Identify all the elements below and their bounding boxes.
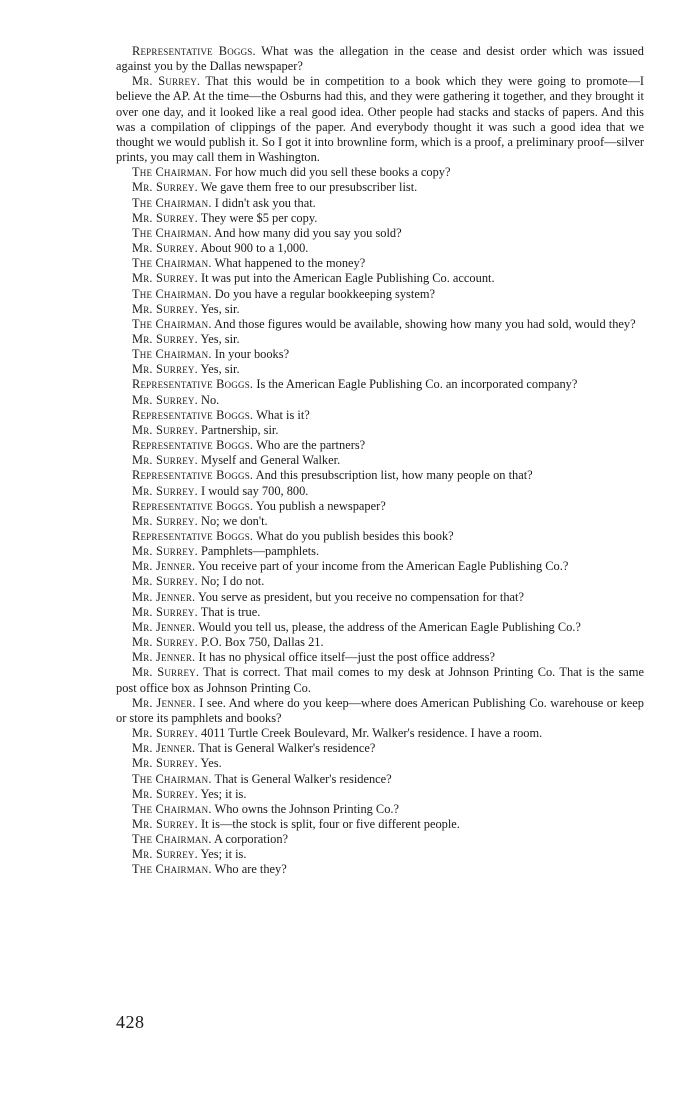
speech-text: No; we don't. (197, 513, 268, 528)
speech-text: What do you publish besides this book? (253, 529, 454, 543)
speech-text: It was put into the American Eagle Publishing Co. account. (197, 271, 495, 286)
speech-text: Pamphlets—pamphlets. (197, 544, 320, 559)
speaker-name: Mr. Surrey. (132, 847, 198, 862)
speaker-name: Mr. Surrey. (132, 331, 198, 346)
speaker-name: Mr. Surrey. (132, 74, 201, 89)
transcript-paragraph (116, 211, 644, 226)
speech-text: 4011 Turtle Creek Boulevard, Mr. Walker's residence. I have a room. (197, 726, 543, 741)
speaker-name: Mr. Jenner. (132, 695, 196, 710)
transcript-paragraph (116, 44, 644, 74)
speech-text: No; I do not. (197, 574, 265, 589)
speech-text: Who owns the Johnson Printing Co.? (211, 801, 399, 816)
testimony-transcript (116, 44, 644, 878)
transcript-paragraph (116, 559, 644, 574)
speaker-name: Mr. Surrey. (132, 756, 198, 771)
speaker-name: Representative Boggs. (132, 529, 254, 543)
speaker-name: Mr. Surrey. (132, 241, 198, 256)
speech-text: Myself and General Walker. (197, 453, 341, 468)
transcript-paragraph (116, 196, 644, 211)
speaker-name: Mr. Surrey. (132, 786, 198, 801)
speaker-name: Mr. Surrey. (132, 301, 198, 316)
transcript-paragraph (116, 620, 644, 635)
speaker-name: The Chairman. (132, 256, 212, 271)
transcript-paragraph (116, 438, 644, 453)
speaker-name: Mr. Jenner. (132, 741, 196, 756)
speaker-name: Mr. Surrey. (132, 816, 198, 831)
speaker-name: Mr. Surrey. (132, 362, 198, 377)
speaker-name: The Chairman. (132, 286, 212, 301)
speech-text: And this presubscription list, how many people on that? (253, 468, 533, 483)
speech-text: Yes; it is. (197, 847, 247, 862)
speech-text: And those figures would be available, showing how many you had sold, would they? (211, 316, 636, 331)
speech-text: You receive part of your income from the American Eagle Publishing Co.? (195, 559, 569, 574)
speaker-name: Mr. Jenner. (132, 619, 196, 634)
transcript-paragraph (116, 484, 644, 499)
speech-text: I see. And where do you keep—where does American Publishing Co. warehouse or keep or store its pamphlets and books? (116, 695, 644, 725)
speaker-name: Mr. Surrey. (132, 392, 198, 407)
speech-text: Would you tell us, please, the address of the American Eagle Publishing Co.? (195, 619, 581, 634)
speech-text: I would say 700, 800. (197, 483, 309, 498)
transcript-paragraph (116, 741, 644, 756)
speech-text: It has no physical office itself—just the post office address? (195, 650, 495, 665)
speaker-name: Mr. Surrey. (132, 604, 198, 619)
page-number: 428 (116, 1012, 145, 1032)
speaker-name: The Chairman. (132, 771, 212, 786)
transcript-paragraph (116, 650, 644, 665)
speaker-name: Representative Boggs. (132, 407, 254, 422)
speech-text: And how many did you say you sold? (211, 225, 402, 240)
transcript-paragraph (116, 726, 644, 741)
transcript-paragraph (116, 408, 644, 423)
speech-text: Yes, sir. (197, 301, 240, 316)
speech-text: You publish a newspaper? (253, 498, 386, 513)
speaker-name: Mr. Surrey. (132, 544, 198, 559)
speech-text: What was the allegation in the cease and desist order which was issued against you by the Dallas newspaper? (116, 44, 644, 74)
transcript-paragraph (116, 453, 644, 468)
speech-text: Is the American Eagle Publishing Co. an incorporated company? (253, 377, 578, 392)
speech-text: No. (197, 392, 220, 407)
speech-text: In your books? (211, 347, 290, 362)
speaker-name: Representative Boggs. (132, 438, 254, 453)
transcript-paragraph (116, 514, 644, 529)
speaker-name: Mr. Surrey. (132, 271, 198, 286)
transcript-paragraph (116, 847, 644, 862)
speech-text: That is true. (197, 604, 261, 619)
transcript-paragraph (116, 468, 644, 483)
speaker-name: The Chairman. (132, 862, 212, 877)
transcript-paragraph (116, 605, 644, 620)
transcript-paragraph (116, 574, 644, 589)
transcript-paragraph (116, 817, 644, 832)
transcript-paragraph (116, 241, 644, 256)
speaker-name: The Chairman. (132, 225, 212, 240)
transcript-paragraph (116, 787, 644, 802)
transcript-paragraph (116, 499, 644, 514)
transcript-paragraph (116, 756, 644, 771)
speech-text: That is General Walker's residence? (211, 771, 392, 786)
speaker-name: The Chairman. (132, 801, 212, 816)
transcript-paragraph (116, 226, 644, 241)
speaker-name: Mr. Surrey. (132, 513, 198, 528)
speaker-name: Mr. Jenner. (132, 589, 196, 604)
speaker-name: The Chairman. (132, 347, 212, 362)
speech-text: I didn't ask you that. (211, 195, 316, 210)
transcript-paragraph (116, 287, 644, 302)
speaker-name: Mr. Surrey. (132, 483, 198, 498)
speaker-name: Representative Boggs. (132, 377, 254, 392)
speaker-name: Representative Boggs. (132, 468, 254, 483)
speech-text: Yes, sir. (197, 362, 240, 377)
speaker-name: Mr. Surrey. (132, 422, 198, 437)
speech-text: Yes, sir. (197, 331, 240, 346)
transcript-paragraph (116, 317, 644, 332)
speaker-name: Mr. Surrey. (132, 726, 198, 741)
transcript-paragraph (116, 862, 644, 877)
transcript-paragraph (116, 772, 644, 787)
speech-text: That is correct. That mail comes to my desk at Johnson Printing Co. That is the same post office box as Johnson Printing Co. (116, 665, 644, 695)
speech-text: For how much did you sell these books a copy? (211, 165, 451, 180)
transcript-paragraph (116, 544, 644, 559)
speaker-name: Mr. Surrey. (132, 574, 198, 589)
transcript-paragraph (116, 362, 644, 377)
speaker-name: The Chairman. (132, 195, 212, 210)
transcript-paragraph (116, 302, 644, 317)
speech-text: That is General Walker's residence? (195, 741, 376, 756)
speech-text: About 900 to a 1,000. (197, 241, 309, 256)
speaker-name: Mr. Surrey. (132, 453, 198, 468)
speaker-name: Mr. Jenner. (132, 559, 196, 574)
speaker-name: Mr. Jenner. (132, 650, 196, 665)
transcript-paragraph (116, 696, 644, 726)
speaker-name: Mr. Surrey. (132, 635, 198, 650)
transcript-paragraph (116, 665, 644, 695)
speaker-name: Mr. Surrey. (132, 180, 198, 195)
transcript-paragraph (116, 832, 644, 847)
speech-text: Partnership, sir. (197, 422, 279, 437)
transcript-paragraph (116, 377, 644, 392)
speech-text: P.O. Box 750, Dallas 21. (197, 635, 324, 650)
speech-text: We gave them free to our presubscriber list. (197, 180, 418, 195)
speech-text: Yes. (197, 756, 222, 771)
speech-text: Yes; it is. (197, 786, 247, 801)
speech-text: You serve as president, but you receive no compensation for that? (195, 589, 524, 604)
speech-text: What is it? (253, 407, 310, 422)
transcript-paragraph (116, 347, 644, 362)
speaker-name: The Chairman. (132, 316, 212, 331)
speech-text: They were $5 per copy. (197, 210, 318, 225)
transcript-paragraph (116, 529, 644, 544)
transcript-paragraph (116, 180, 644, 195)
transcript-paragraph (116, 332, 644, 347)
transcript-paragraph (116, 271, 644, 286)
transcript-paragraph (116, 802, 644, 817)
speaker-name: The Chairman. (132, 165, 212, 180)
transcript-paragraph (116, 423, 644, 438)
speaker-name: The Chairman. (132, 832, 212, 847)
speaker-name: Representative Boggs. (132, 44, 256, 58)
transcript-paragraph (116, 256, 644, 271)
speech-text: It is—the stock is split, four or five different people. (197, 816, 460, 831)
speaker-name: Mr. Surrey. (132, 665, 200, 680)
speech-text: Do you have a regular bookkeeping system? (211, 286, 435, 301)
speech-text: What happened to the money? (211, 256, 366, 271)
speaker-name: Mr. Surrey. (132, 210, 198, 225)
speech-text: That this would be in competition to a book which they were going to promote—I believe the AP. At the time—the Osburns had this, and they were gathering it together, and they brought it over one day, and it looked like a real good idea. Other people had stacks and stacks of papers. And this was a compilation of clippings of the paper. And everybody thought it was such a good idea that we thought we would publish it. So I got it into brownline form, which is a proof, a preliminary proof—silver prints, you may call them in Washington. (116, 74, 644, 165)
speech-text: Who are the partners? (253, 438, 366, 453)
speech-text: Who are they? (211, 862, 287, 877)
speaker-name: Representative Boggs. (132, 498, 254, 513)
transcript-paragraph (116, 635, 644, 650)
transcript-paragraph (116, 590, 644, 605)
transcript-paragraph (116, 393, 644, 408)
transcript-paragraph (116, 74, 644, 165)
transcript-paragraph (116, 165, 644, 180)
speech-text: A corporation? (211, 832, 289, 847)
